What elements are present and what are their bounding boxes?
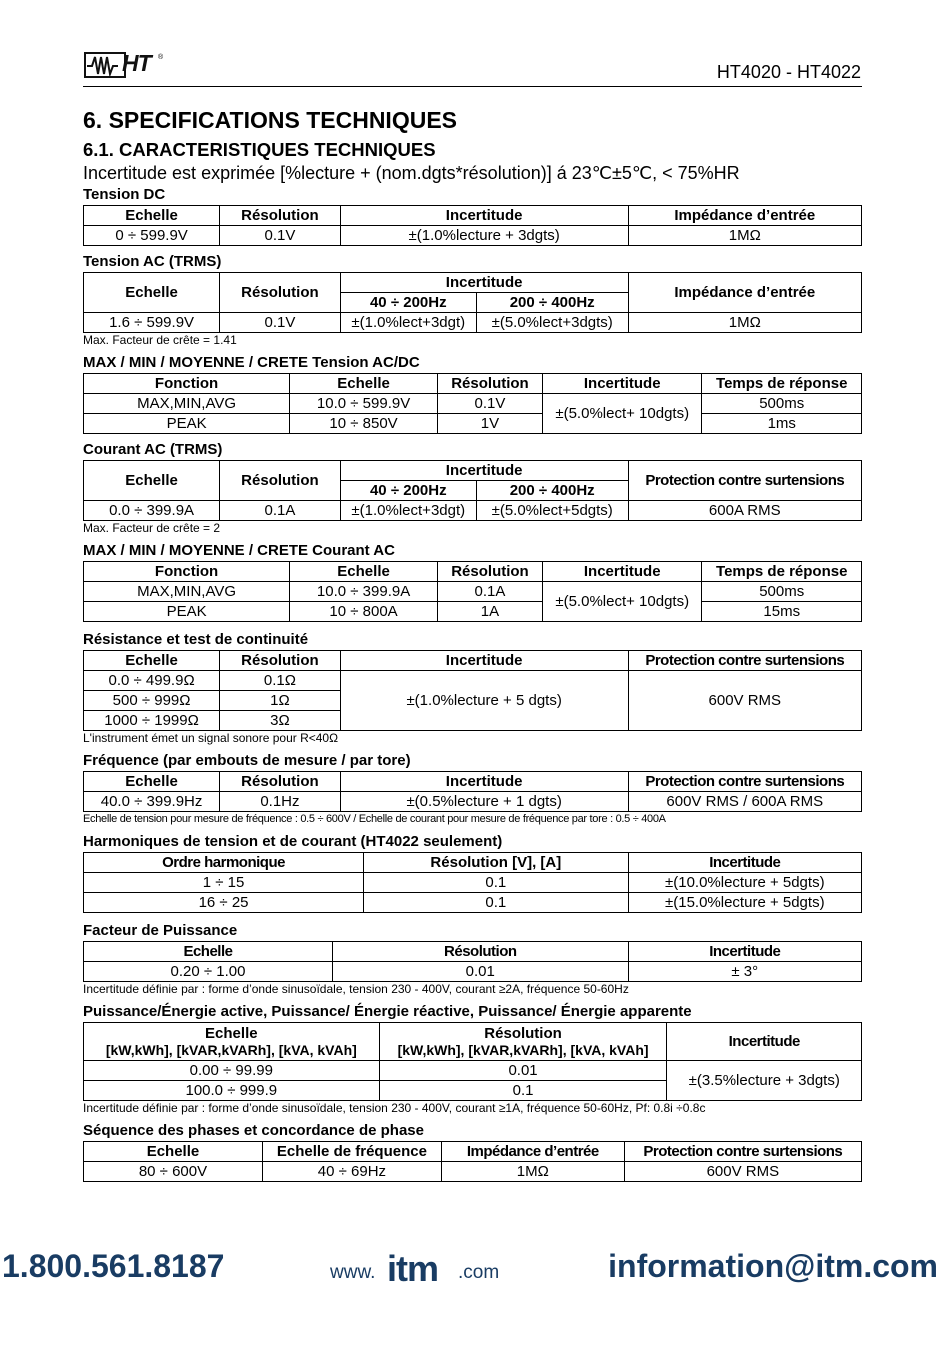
section-subtitle: 6.1. CARACTERISTIQUES TECHNIQUES bbox=[83, 139, 436, 160]
table-cell: 500 ÷ 999Ω bbox=[84, 691, 220, 711]
table-header: Temps de réponse bbox=[702, 562, 862, 582]
table-cell: 1A bbox=[437, 602, 542, 622]
table-header: Résolution bbox=[220, 206, 341, 226]
spec-table-harmoniques bbox=[83, 852, 862, 913]
table-header: Temps de réponse bbox=[702, 374, 862, 394]
table-cell: ±(10.0%lecture + 5dgts) bbox=[628, 873, 861, 893]
table-cell: ±(15.0%lecture + 5dgts) bbox=[628, 893, 861, 913]
table-header: Incertitude bbox=[340, 651, 628, 671]
table-header: Echelle bbox=[84, 206, 220, 226]
table-cell: 0.01 bbox=[379, 1061, 667, 1081]
header-line: [kW,kWh], [kVAR,kVARh], [kVA, kVAh] bbox=[397, 1041, 649, 1058]
spec-table-sequence bbox=[83, 1141, 862, 1182]
table-note: Incertitude définie par : forme d’onde sinusoïdale, tension 230 - 400V, courant ≥2A, fréquence 50-60Hz bbox=[83, 982, 629, 996]
table-header: Incertitude bbox=[340, 273, 628, 293]
table-header: Protection contre surtensions bbox=[624, 1142, 861, 1162]
table-cell: 40.0 ÷ 399.9Hz bbox=[84, 792, 220, 812]
header-line: Résolution bbox=[484, 1024, 562, 1042]
table-note: Incertitude définie par : forme d’onde sinusoïdale, tension 230 - 400V, courant ≥1A, fréquence 50-60Hz, Pf: 0.8i ÷0.8c bbox=[83, 1101, 706, 1115]
table-cell: ±(5.0%lect+ 10dgts) bbox=[542, 394, 701, 434]
table-header: Echelle bbox=[84, 942, 333, 962]
table-cell: ± 3° bbox=[628, 962, 861, 982]
table-cell: ±(1.0%lecture + 3dgts) bbox=[340, 226, 628, 246]
table-header: Echelle de fréquence bbox=[262, 1142, 441, 1162]
registered-mark: ® bbox=[158, 54, 164, 61]
table-header: Echelle bbox=[84, 772, 220, 792]
table-cell: 100.0 ÷ 999.9 bbox=[84, 1081, 380, 1101]
table-header: Protection contre surtensions bbox=[628, 651, 861, 671]
section-title: Harmoniques de tension et de courant (HT4022 seulement) bbox=[83, 833, 503, 850]
document-model: HT4020 - HT4022 bbox=[716, 62, 861, 82]
table-header: Résolution bbox=[437, 374, 542, 394]
table-cell: ±(1.0%lect+3dgt) bbox=[340, 501, 476, 521]
intro-text: Incertitude est exprimée [%lecture + (nom.dgts*résolution)] á 23℃±5℃, < 75%HR bbox=[83, 163, 740, 183]
table-header: Protection contre surtensions bbox=[628, 461, 861, 501]
table-header: Fonction bbox=[84, 374, 290, 394]
table-header bbox=[84, 1023, 380, 1061]
table-cell: 1ms bbox=[702, 414, 862, 434]
table-cell: ±(5.0%lect+5dgts) bbox=[476, 501, 628, 521]
section-title: Séquence des phases et concordance de phase bbox=[83, 1122, 424, 1139]
brand-logo-text: HT bbox=[122, 50, 151, 76]
spec-table-maxmin-courant bbox=[83, 561, 862, 622]
table-header: Incertitude bbox=[667, 1023, 862, 1061]
table-cell: 3Ω bbox=[220, 711, 341, 731]
table-header: 40 ÷ 200Hz bbox=[340, 481, 476, 501]
table-cell: 0.1 bbox=[379, 1081, 667, 1101]
table-header: Protection contre surtensions bbox=[628, 772, 861, 792]
table-cell: 500ms bbox=[702, 582, 862, 602]
table-cell: ±(1.0%lecture + 5 dgts) bbox=[340, 671, 628, 731]
table-cell: 1.6 ÷ 599.9V bbox=[84, 313, 220, 333]
table-header: Résolution [V], [A] bbox=[364, 853, 629, 873]
table-header: Impédance d’entrée bbox=[441, 1142, 624, 1162]
table-cell: 0.1A bbox=[437, 582, 542, 602]
table-note: Max. Facteur de crête = 2 bbox=[83, 521, 221, 535]
table-header: Résolution bbox=[437, 562, 542, 582]
table-header: Incertitude bbox=[340, 206, 628, 226]
table-header: Résolution bbox=[220, 772, 341, 792]
spec-table-puissance bbox=[83, 1022, 862, 1101]
table-cell: 0.1Hz bbox=[220, 792, 341, 812]
header-line: Echelle bbox=[205, 1024, 258, 1042]
table-cell: 80 ÷ 600V bbox=[84, 1162, 263, 1182]
section-title: MAX / MIN / MOYENNE / CRETE Courant AC bbox=[83, 542, 395, 559]
phone-number[interactable]: 1.800.561.8187 bbox=[2, 1248, 225, 1284]
table-header: Impédance d’entrée bbox=[628, 273, 861, 313]
itm-logo: itm bbox=[387, 1248, 438, 1289]
spec-content bbox=[83, 104, 862, 1182]
table-cell: 0.20 ÷ 1.00 bbox=[84, 962, 333, 982]
table-cell: ±(5.0%lect+ 10dgts) bbox=[542, 582, 701, 622]
table-cell: PEAK bbox=[84, 414, 290, 434]
section-title: Puissance/Énergie active, Puissance/ Énergie réactive, Puissance/ Énergie apparente bbox=[83, 1003, 692, 1020]
table-header: Echelle bbox=[84, 1142, 263, 1162]
table-cell: MAX,MIN,AVG bbox=[84, 394, 290, 414]
spec-table-maxmin-tension bbox=[83, 373, 862, 434]
table-cell: 0.1V bbox=[437, 394, 542, 414]
table-header bbox=[379, 1023, 667, 1061]
table-header: Résolution bbox=[332, 942, 628, 962]
table-cell: ±(3.5%lecture + 3dgts) bbox=[667, 1061, 862, 1101]
header-line: [kW,kWh], [kVAR,kVARh], [kVA, kVAh] bbox=[105, 1041, 357, 1058]
table-header: Impédance d’entrée bbox=[628, 206, 861, 226]
table-cell: 0.1Ω bbox=[220, 671, 341, 691]
table-cell: ±(5.0%lect+3dgts) bbox=[476, 313, 628, 333]
table-header: Résolution bbox=[220, 461, 341, 501]
table-note: Max. Facteur de crête = 1.41 bbox=[83, 333, 237, 347]
table-cell: 600V RMS / 600A RMS bbox=[628, 792, 861, 812]
contact-footer bbox=[0, 1248, 950, 1294]
page-title: 6. SPECIFICATIONS TECHNIQUES bbox=[83, 107, 458, 133]
table-cell: ±(0.5%lecture + 1 dgts) bbox=[340, 792, 628, 812]
section-title: Tension DC bbox=[83, 186, 166, 203]
table-header: 200 ÷ 400Hz bbox=[476, 293, 628, 313]
website-suffix: .com bbox=[458, 1262, 500, 1283]
section-title: MAX / MIN / MOYENNE / CRETE Tension AC/DC bbox=[83, 354, 420, 371]
table-header: Echelle bbox=[290, 562, 438, 582]
table-header: 200 ÷ 400Hz bbox=[476, 481, 628, 501]
table-cell: 600A RMS bbox=[628, 501, 861, 521]
table-cell: 1V bbox=[437, 414, 542, 434]
table-header: Echelle bbox=[84, 273, 220, 313]
table-header: Echelle bbox=[290, 374, 438, 394]
section-title: Résistance et test de continuité bbox=[83, 631, 309, 648]
table-cell: 1MΩ bbox=[628, 226, 861, 246]
table-header: Ordre harmonique bbox=[84, 853, 364, 873]
table-cell: 1MΩ bbox=[628, 313, 861, 333]
spec-table-tension-dc bbox=[83, 205, 862, 246]
section-title: Courant AC (TRMS) bbox=[83, 441, 223, 458]
spec-table-courant-ac bbox=[83, 460, 862, 521]
table-cell: 40 ÷ 69Hz bbox=[262, 1162, 441, 1182]
table-header: Résolution bbox=[220, 273, 341, 313]
section-title: Fréquence (par embouts de mesure / par tore) bbox=[83, 752, 411, 769]
table-cell: 0.1A bbox=[220, 501, 341, 521]
table-cell: 0.00 ÷ 99.99 bbox=[84, 1061, 380, 1081]
spec-table-frequence bbox=[83, 771, 862, 812]
table-cell: 10.0 ÷ 399.9A bbox=[290, 582, 438, 602]
table-cell: 10.0 ÷ 599.9V bbox=[290, 394, 438, 414]
website-link[interactable] bbox=[330, 1250, 520, 1290]
table-cell: 1 ÷ 15 bbox=[84, 873, 364, 893]
table-header: Incertitude bbox=[340, 461, 628, 481]
table-cell: 15ms bbox=[702, 602, 862, 622]
table-header: 40 ÷ 200Hz bbox=[340, 293, 476, 313]
table-cell: 600V RMS bbox=[628, 671, 861, 731]
table-header: Echelle bbox=[84, 461, 220, 501]
table-cell: 600V RMS bbox=[624, 1162, 861, 1182]
table-note: L'instrument émet un signal sonore pour R<40Ω bbox=[83, 731, 339, 745]
table-cell: MAX,MIN,AVG bbox=[84, 582, 290, 602]
spec-table-tension-ac bbox=[83, 272, 862, 333]
table-cell: 1000 ÷ 1999Ω bbox=[84, 711, 220, 731]
table-cell: 0.1V bbox=[220, 313, 341, 333]
table-header: Fonction bbox=[84, 562, 290, 582]
spec-table-facteur-puissance bbox=[83, 941, 862, 982]
spec-table-resistance bbox=[83, 650, 862, 731]
section-title: Facteur de Puissance bbox=[83, 922, 238, 939]
table-header: Incertitude bbox=[628, 853, 861, 873]
table-header: Incertitude bbox=[542, 562, 701, 582]
table-cell: 10 ÷ 850V bbox=[290, 414, 438, 434]
ht-logo bbox=[84, 50, 164, 80]
table-cell: 0.1V bbox=[220, 226, 341, 246]
table-cell: 0.1 bbox=[364, 873, 629, 893]
table-cell: 16 ÷ 25 bbox=[84, 893, 364, 913]
table-note: Echelle de tension pour mesure de fréquence : 0.5 ÷ 600V / Echelle de courant pour mesure de fréquence par tore : 0.5 ÷ 400A bbox=[83, 813, 666, 825]
table-header: Echelle bbox=[84, 651, 220, 671]
table-header: Résolution bbox=[220, 651, 341, 671]
table-cell: PEAK bbox=[84, 602, 290, 622]
table-cell: 1MΩ bbox=[441, 1162, 624, 1182]
website-prefix: www. bbox=[330, 1262, 376, 1283]
table-cell: 0 ÷ 599.9V bbox=[84, 226, 220, 246]
header-divider bbox=[83, 86, 862, 87]
table-cell: 0.0 ÷ 499.9Ω bbox=[84, 671, 220, 691]
table-cell: 1Ω bbox=[220, 691, 341, 711]
table-cell: 0.1 bbox=[364, 893, 629, 913]
table-cell: 500ms bbox=[702, 394, 862, 414]
table-cell: 0.0 ÷ 399.9A bbox=[84, 501, 220, 521]
table-header: Incertitude bbox=[340, 772, 628, 792]
table-cell: ±(1.0%lect+3dgt) bbox=[340, 313, 476, 333]
table-header: Incertitude bbox=[628, 942, 861, 962]
table-cell: 10 ÷ 800A bbox=[290, 602, 438, 622]
table-header: Incertitude bbox=[542, 374, 701, 394]
table-cell: 0.01 bbox=[332, 962, 628, 982]
section-title: Tension AC (TRMS) bbox=[83, 253, 222, 270]
email-address[interactable]: information@itm.com bbox=[608, 1248, 938, 1284]
